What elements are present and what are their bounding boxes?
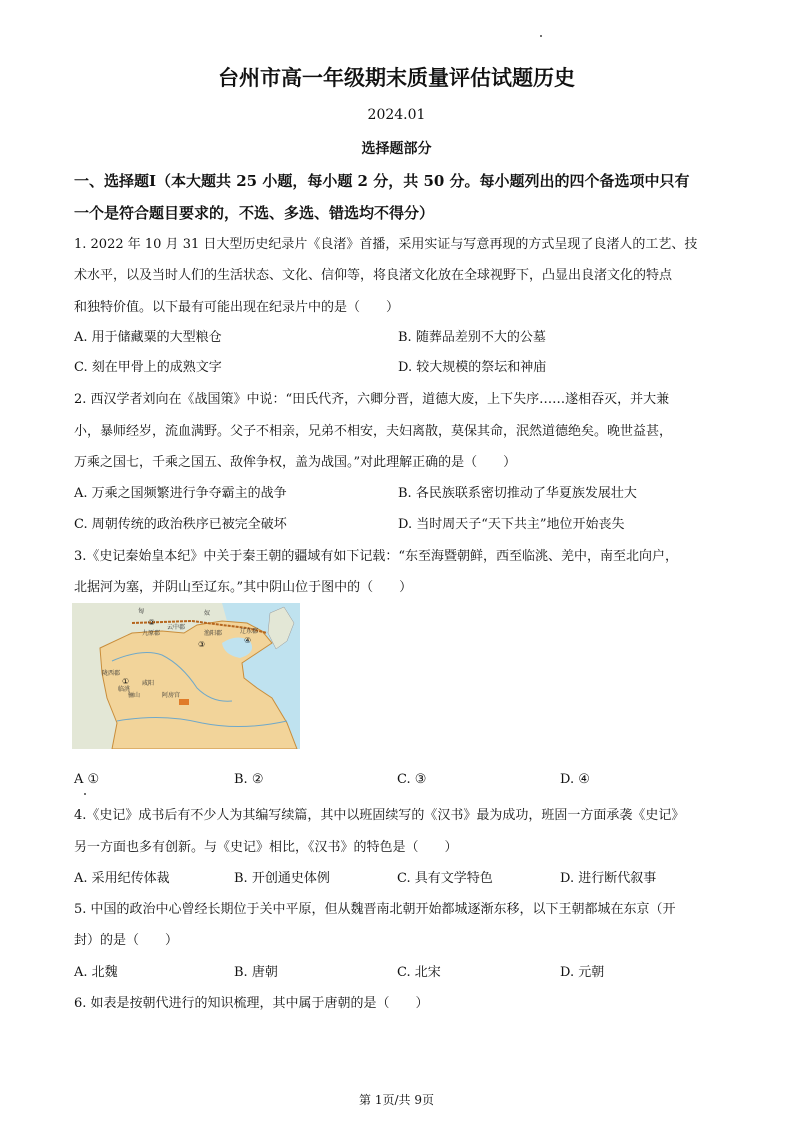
map-label: 匈 [138,608,145,615]
q2-option-c: C. 周朝传统的政治秩序已被完全破坏 [74,517,287,532]
map-label: 奴 [204,610,211,617]
q3-option-d: D. ④ [560,772,590,787]
q3-option-c: C. ③ [397,772,427,787]
q1-line: 1. 2022 年 10 月 31 日大型历史纪录片《良渚》首播，采用实证与写意再现的方式呈现了良渚人的工艺、技 [74,237,698,252]
q4-option-c: C. 具有文学特色 [397,871,493,886]
q4-option-b: B. 开创通史体例 [234,871,330,886]
q3-option-b: B. ② [234,772,264,787]
q3-line: 3.《史记秦始皇本纪》中关于秦王朝的疆域有如下记载：“东至海暨朝鲜，西至临洮、羌中，南至北向户， [74,549,679,564]
scan-dot [84,793,86,795]
q5-line: 封）的是（ ） [74,933,179,948]
part-heading: 选择题部分 [361,141,432,157]
map-label: 云中郡 [167,624,186,631]
q1-option-a: A. 用于储藏粟的大型粮仓 [74,330,222,345]
q2-line: 2. 西汉学者刘向在《战国策》中说：“田氏代齐，六卿分晋，道德大废，上下失序……遂相吞灭，并大兼 [74,392,670,407]
q5-option-b: B. 唐朝 [234,965,278,980]
q5-option-a: A. 北魏 [74,965,118,980]
page-footer: 第 1页/共 9页 [359,1093,434,1107]
q6-line: 6. 如表是按朝代进行的知识梳理，其中属于唐朝的是（ ） [74,996,429,1011]
map-marker-3: ③ [198,640,206,649]
map-label: 陇西郡 [102,670,121,677]
map-label: 阿房宫 [162,692,181,699]
q1-option-c: C. 刻在甲骨上的成熟文字 [74,360,222,375]
q2-option-b: B. 各民族联系密切推动了华夏族发展壮大 [398,486,637,501]
map-label: 咸阳 [142,680,155,687]
map-marker-1: ① [122,677,130,686]
q1-line: 和独特价值。以下最有可能出现在纪录片中的是（ ） [74,300,400,315]
q1-option-d: D. 较大规模的祭坛和神庙 [398,360,547,375]
q1-line: 术水平，以及当时人们的生活状态、文化、信仰等，将良渚文化放在全球视野下，凸显出良渚文化的特点 [74,268,673,283]
scan-dot [540,35,542,37]
exam-date: 2024.01 [367,107,426,123]
map-marker-2: ② [148,618,156,627]
q2-option-d: D. 当时周天子“天下共主”地位开始丧失 [398,517,625,532]
map-label: 骊山 [128,692,141,699]
q4-option-a: A. 采用纪传体裁 [74,871,170,886]
q5-option-d: D. 元朝 [560,965,605,980]
q2-option-a: A. 万乘之国频繁进行争夺霸主的战争 [74,486,287,501]
capital-marker [179,699,189,705]
map-label: 渔阳郡 [204,630,223,637]
q2-line: 万乘之国七，千乘之国五、敌侔争权，盖为战国。”对此理解正确的是（ ） [74,455,517,470]
map-label: 九原郡 [142,630,161,637]
q1-option-b: B. 随葬品差别不大的公墓 [398,330,546,345]
q5-option-c: C. 北宋 [397,965,441,980]
q2-line: 小，暴师经岁，流血满野。父子不相亲，兄弟不相安，夫妇离散，莫保其命，泯然道德绝矣。晚世益甚， [74,424,673,439]
map-marker-4: ④ [244,636,252,645]
section-heading-line2: 一个是符合题目要求的，不选、多选、错选均不得分） [74,204,435,222]
qin-territory-map [72,603,300,749]
q3-line: 北据河为塞，并阴山至辽东。”其中阴山位于图中的（ ） [74,580,413,595]
map-label: 辽东郡 [240,628,259,635]
q3-option-a: A ① [74,772,100,787]
q4-option-d: D. 进行断代叙事 [560,871,657,886]
section-heading-line1: 一、选择题Ⅰ（本大题共 25 小题，每小题 2 分，共 50 分。每小题列出的四个备选项中只有 [74,172,690,190]
map-label: 临洮 [118,686,131,693]
page-title: 台州市高一年级期末质量评估试题历史 [218,65,575,90]
q4-line: 另一方面也多有创新。与《史记》相比，《汉书》的特色是（ ） [74,840,458,855]
q5-line: 5. 中国的政治中心曾经长期位于关中平原，但从魏晋南北朝开始都城逐渐东移，以下王朝都城在东京（开 [74,902,676,917]
q4-line: 4.《史记》成书后有不少人为其编写续篇，其中以班固续写的《汉书》最为成功，班固一方面承袭《史记》 [74,808,685,823]
